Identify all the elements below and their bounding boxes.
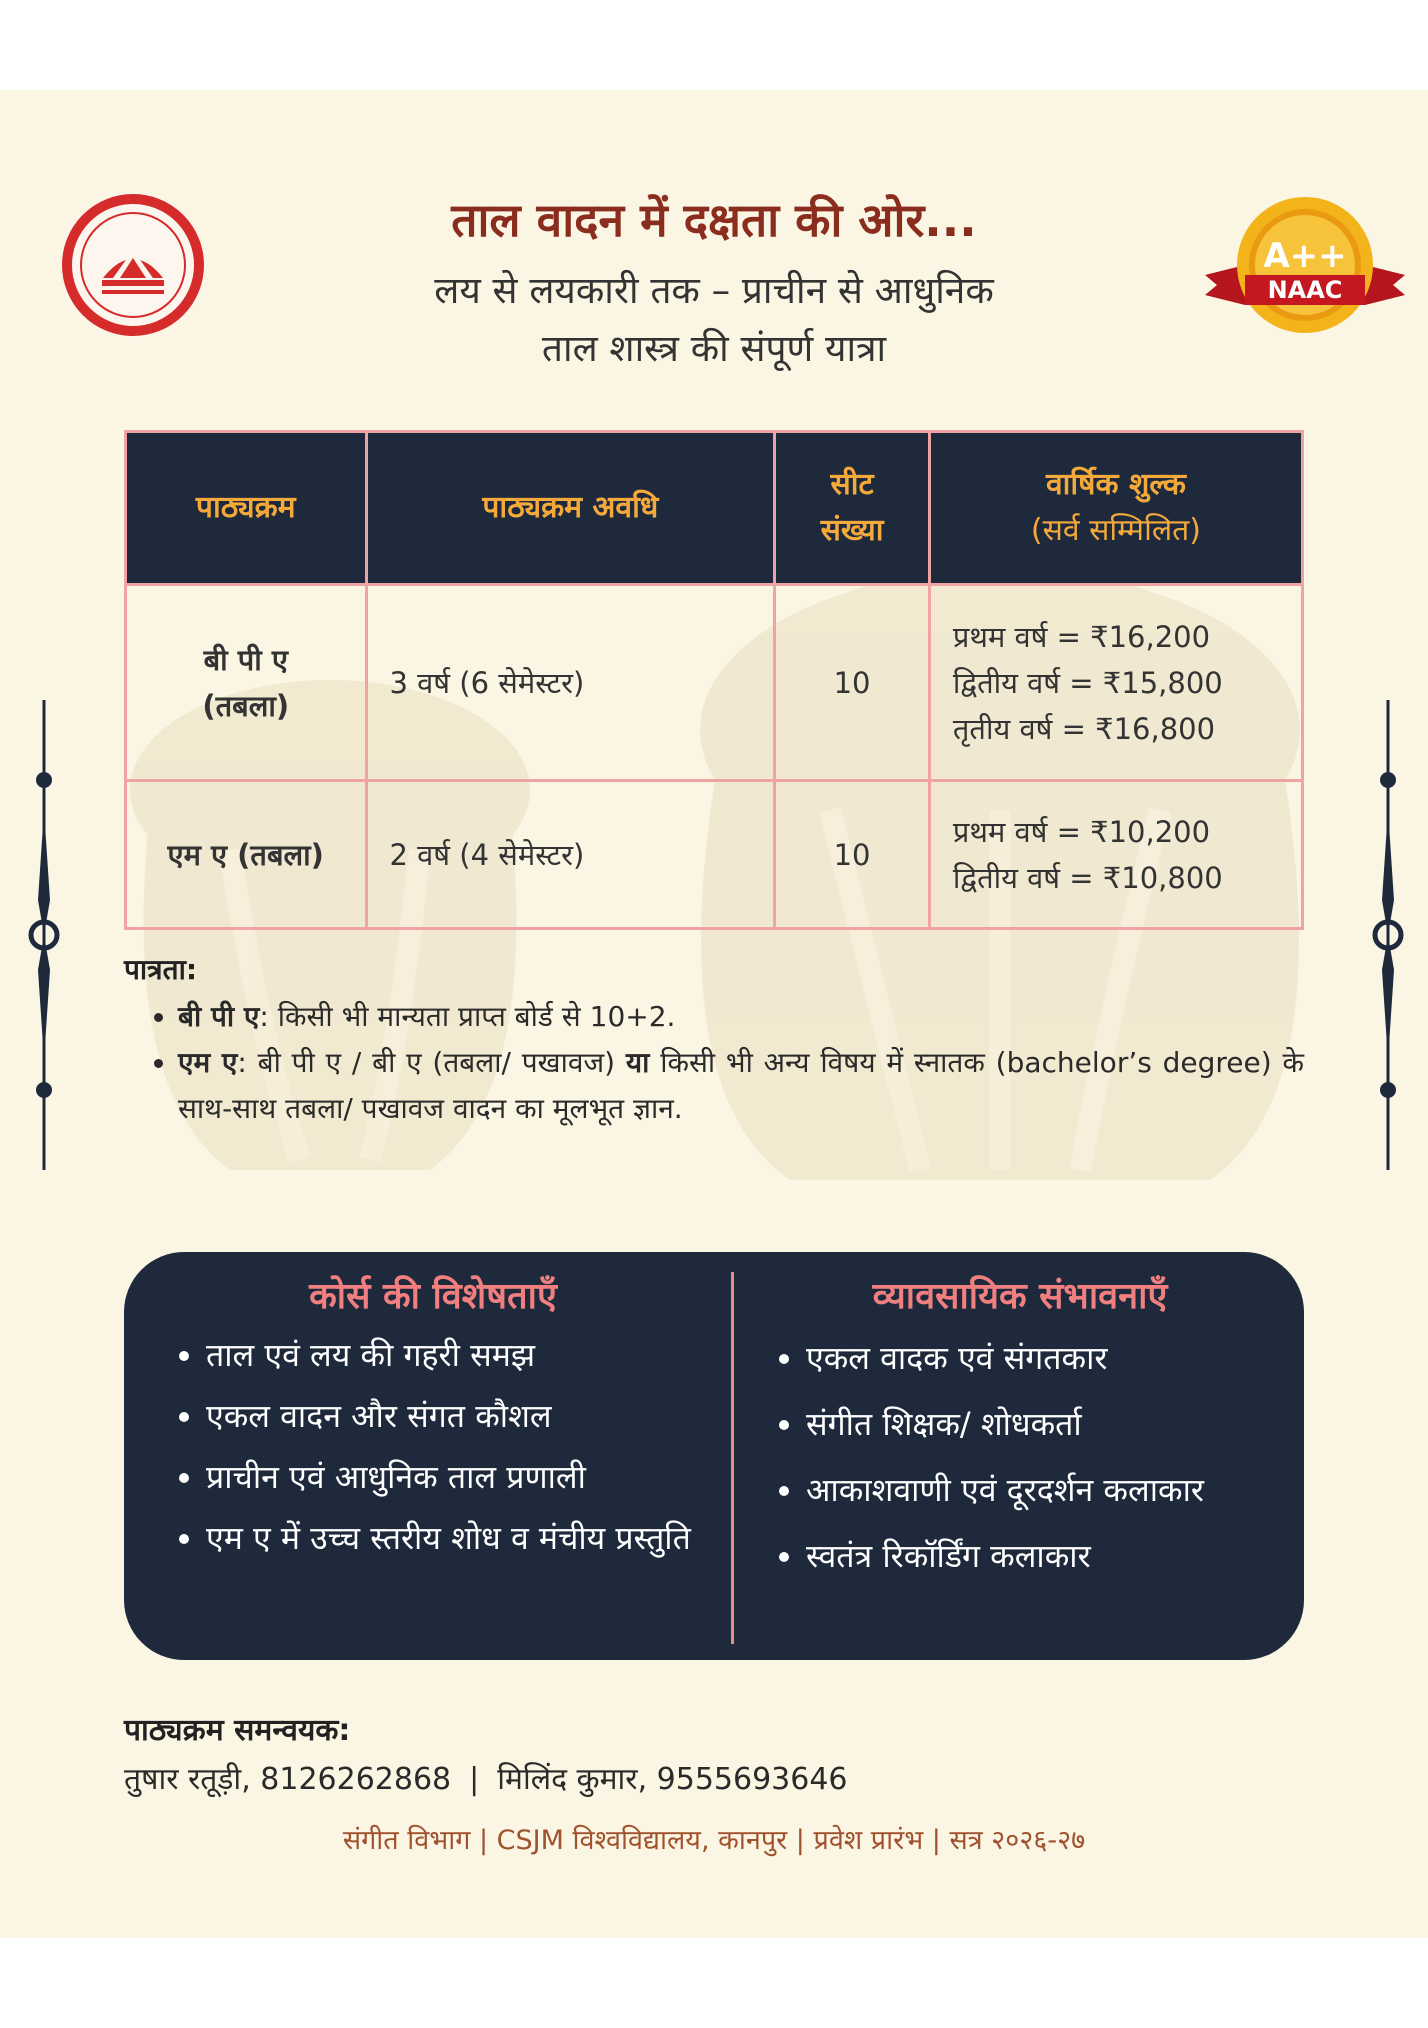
eligibility-list <box>124 994 1304 1132</box>
course-name-cell <box>126 585 367 781</box>
footer-text: संगीत विभाग | CSJM विश्वविद्यालय, कानपुर | प्रवेश प्रारंभ | सत्र २०२६-२७ <box>342 1825 1086 1856</box>
course-fee-table <box>124 430 1304 930</box>
header-fee-line-2: (सर्व सम्मिलित) <box>1030 513 1201 548</box>
fee-line: तृतीय वर्ष = ₹16,800 <box>952 711 1216 746</box>
coordinator-contacts <box>124 1757 848 1798</box>
fee-line: द्वितीय वर्ष = ₹15,800 <box>952 665 1223 700</box>
header-seats <box>775 432 930 585</box>
header-duration: पाठ्यक्रम अवधि <box>366 432 775 585</box>
header-fee <box>929 432 1302 585</box>
list-item: • एकल वादन और संगत कौशल <box>206 1386 706 1447</box>
list-item: • आकाशवाणी एवं दूरदर्शन कलाकार <box>806 1457 1280 1523</box>
eligibility-text: किसी भी मान्यता प्राप्त बोर्ड से 10+2. <box>277 1000 676 1033</box>
fee-line: प्रथम वर्ष = ₹10,200 <box>952 814 1211 849</box>
header-seats-line-2: संख्या <box>820 513 884 548</box>
course-duration: 3 वर्ष (6 सेमेस्टर) <box>366 585 775 781</box>
list-item: • ताल एवं लय की गहरी समझ <box>206 1325 706 1386</box>
list-item: • बी पी ए: किसी भी मान्यता प्राप्त बोर्ड से 10+2. <box>178 994 1304 1040</box>
list-item: • एकल वादक एवं संगतकार <box>806 1325 1280 1391</box>
eligibility-text: बी पी ए / बी ए (तबला/ पखावज) <box>257 1046 626 1079</box>
features-column <box>160 1270 706 1569</box>
header-seats-line-1: सीट <box>830 467 874 502</box>
course-name-line-2: (तबला) <box>202 688 290 723</box>
list-item: • एम ए में उच्च स्तरीय शोध व मंचीय प्रस्तुति <box>206 1508 706 1569</box>
contact-separator: | <box>469 1762 480 1797</box>
list-item: • स्वतंत्र रिकॉर्डिंग कलाकार <box>806 1523 1280 1589</box>
careers-list <box>760 1325 1280 1589</box>
course-seats: 10 <box>775 781 930 929</box>
careers-column <box>760 1270 1280 1589</box>
coordinator-2: मिलिंद कुमार, 9555693646 <box>497 1762 848 1797</box>
eligibility-section <box>124 950 1304 1132</box>
eligibility-or: या <box>625 1046 650 1079</box>
course-name-line-1: एम ए (तबला) <box>167 837 324 872</box>
list-item: • संगीत शिक्षक/ शोधकर्ता <box>806 1391 1280 1457</box>
coordinator-heading: पाठ्यक्रम समन्वयक: <box>124 1713 351 1748</box>
subtitle-line-2: ताल शास्त्र की संपूर्ण यात्रा <box>541 327 887 370</box>
eligibility-heading: पात्रता: <box>124 953 198 986</box>
coordinator-section <box>124 1708 848 1798</box>
fee-line: प्रथम वर्ष = ₹16,200 <box>952 619 1211 654</box>
coordinator-1: तुषार रतूड़ी, 8126262868 <box>124 1762 452 1797</box>
course-duration: 2 वर्ष (4 सेमेस्टर) <box>366 781 775 929</box>
eligibility-text: किसी भी अन्य विषय में स्नातक (bachelor’s degree) के साथ-साथ तबला/ पखावज वादन का मूलभूत ज्ञान. <box>178 1046 1304 1125</box>
fee-line: द्वितीय वर्ष = ₹10,800 <box>952 860 1223 895</box>
course-fees-cell <box>929 585 1302 781</box>
course-name-cell <box>126 781 367 929</box>
poster <box>0 90 1428 1938</box>
course-seats: 10 <box>775 585 930 781</box>
naac-badge <box>1205 195 1405 345</box>
university-logo <box>58 190 208 340</box>
column-divider <box>731 1272 734 1644</box>
features-list <box>160 1325 706 1569</box>
right-ornament <box>1368 700 1408 1170</box>
table-row <box>126 781 1303 929</box>
course-name-line-1: बी पी ए <box>203 642 288 677</box>
naac-grade: A++ <box>1263 236 1347 276</box>
page-subtitle <box>250 262 1178 378</box>
list-item: • प्राचीन एवं आधुनिक ताल प्रणाली <box>206 1447 706 1508</box>
naac-label: NAAC <box>1267 276 1343 304</box>
careers-heading: व्यावसायिक संभावनाएँ <box>872 1276 1168 1317</box>
header-course: पाठ्यक्रम <box>126 432 367 585</box>
page-title: ताल वादन में दक्षता की ओर... <box>451 193 977 247</box>
list-item: • एम ए: बी पी ए / बी ए (तबला/ पखावज) या किसी भी अन्य विषय में स्नातक (bachelor’s degree) के साथ-साथ तबला/ पखावज वादन का मूलभूत ज्ञान. <box>178 1040 1304 1132</box>
table-row <box>126 585 1303 781</box>
table-header-row <box>126 432 1303 585</box>
eligibility-label: बी पी ए <box>178 1000 260 1033</box>
eligibility-label: एम ए <box>178 1046 238 1079</box>
left-ornament <box>24 700 64 1170</box>
subtitle-line-1: लय से लयकारी तक – प्राचीन से आधुनिक <box>434 269 994 312</box>
header-fee-line-1: वार्षिक शुल्क <box>1045 467 1186 502</box>
course-fees-cell <box>929 781 1302 929</box>
features-heading: कोर्स की विशेषताएँ <box>309 1276 557 1317</box>
features-careers-panel <box>124 1252 1304 1660</box>
